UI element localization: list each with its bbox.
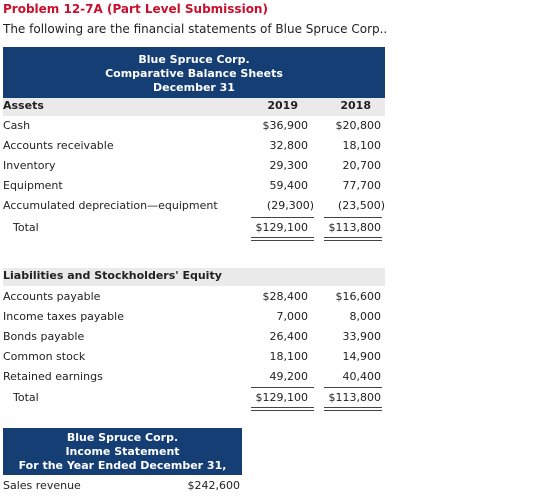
- assets-heading: Assets: [3, 99, 44, 112]
- bs-statement-name: Comparative Balance Sheets: [105, 67, 283, 80]
- value-2019: (29,300): [266, 199, 314, 212]
- table-row: [3, 347, 385, 367]
- bs-company-name: Blue Spruce Corp.: [138, 53, 250, 66]
- total-2018: $113,800: [328, 221, 381, 234]
- value-2019: 49,200: [269, 370, 308, 383]
- liabilities-total-row: [3, 388, 385, 408]
- total-2019: $129,100: [255, 221, 308, 234]
- value-2018: 33,900: [342, 330, 381, 343]
- bs-date: December 31: [153, 81, 235, 94]
- liabilities-heading: Liabilities and Stockholders' Equity: [3, 269, 222, 282]
- value-2019: $36,900: [262, 119, 308, 132]
- value-2018: $16,600: [335, 290, 381, 303]
- year-2018-header: 2018: [340, 99, 371, 112]
- value-2018: 40,400: [342, 370, 381, 383]
- value-2019: $28,400: [262, 290, 308, 303]
- row-label: Common stock: [3, 350, 86, 363]
- row-label: Bonds payable: [3, 330, 85, 343]
- total-double-rule: [324, 237, 382, 241]
- total-2019: $129,100: [255, 391, 308, 404]
- value-2018: 8,000: [349, 310, 381, 323]
- assets-total-row: [3, 218, 385, 238]
- is-statement-name: Income Statement: [65, 445, 180, 458]
- value-2018: 18,100: [342, 139, 381, 152]
- total-double-rule: [251, 237, 314, 241]
- table-row: [3, 327, 385, 347]
- table-row: [3, 287, 385, 307]
- value-2019: 29,300: [269, 159, 308, 172]
- year-2019-header: 2019: [267, 99, 298, 112]
- total-double-rule: [324, 407, 382, 411]
- row-label: Total: [13, 221, 39, 234]
- problem-title: Problem 12-7A (Part Level Submission): [3, 2, 268, 16]
- row-label: Total: [13, 391, 39, 404]
- is-period: For the Year Ended December 31, 2019: [18, 459, 227, 486]
- row-value: $242,600: [187, 479, 240, 492]
- row-label: Cash: [3, 119, 31, 132]
- value-2019: 59,400: [269, 179, 308, 192]
- row-label: Equipment: [3, 179, 63, 192]
- value-2018: 20,700: [342, 159, 381, 172]
- value-2018: 77,700: [342, 179, 381, 192]
- row-label: Accounts receivable: [3, 139, 114, 152]
- table-row: [3, 176, 385, 196]
- table-row: [3, 476, 242, 496]
- row-label: Accumulated depreciation—equipment: [3, 199, 218, 212]
- row-label: Accounts payable: [3, 290, 101, 303]
- intro-text: The following are the financial statements of Blue Spruce Corp..: [3, 22, 388, 36]
- assets-heading-row: [3, 96, 385, 116]
- value-2019: 18,100: [269, 350, 308, 363]
- value-2019: 7,000: [276, 310, 308, 323]
- table-row: [3, 136, 385, 156]
- value-2018: $20,800: [335, 119, 381, 132]
- row-label: Income taxes payable: [3, 310, 124, 323]
- table-row: [3, 367, 385, 387]
- total-double-rule: [251, 407, 314, 411]
- liabilities-heading-row: [3, 266, 385, 286]
- is-company-name: Blue Spruce Corp.: [66, 431, 179, 444]
- table-row: [3, 307, 385, 327]
- row-label: Retained earnings: [3, 370, 103, 383]
- value-2019: 32,800: [269, 139, 308, 152]
- balance-sheet-header: [3, 47, 385, 98]
- row-label: Sales revenue: [3, 479, 81, 492]
- value-2018: 14,900: [342, 350, 381, 363]
- total-2018: $113,800: [328, 391, 381, 404]
- value-2018: (23,500): [337, 199, 385, 212]
- table-row: [3, 116, 385, 136]
- value-2019: 26,400: [269, 330, 308, 343]
- row-label: Inventory: [3, 159, 56, 172]
- table-row: [3, 196, 385, 216]
- table-row: [3, 156, 385, 176]
